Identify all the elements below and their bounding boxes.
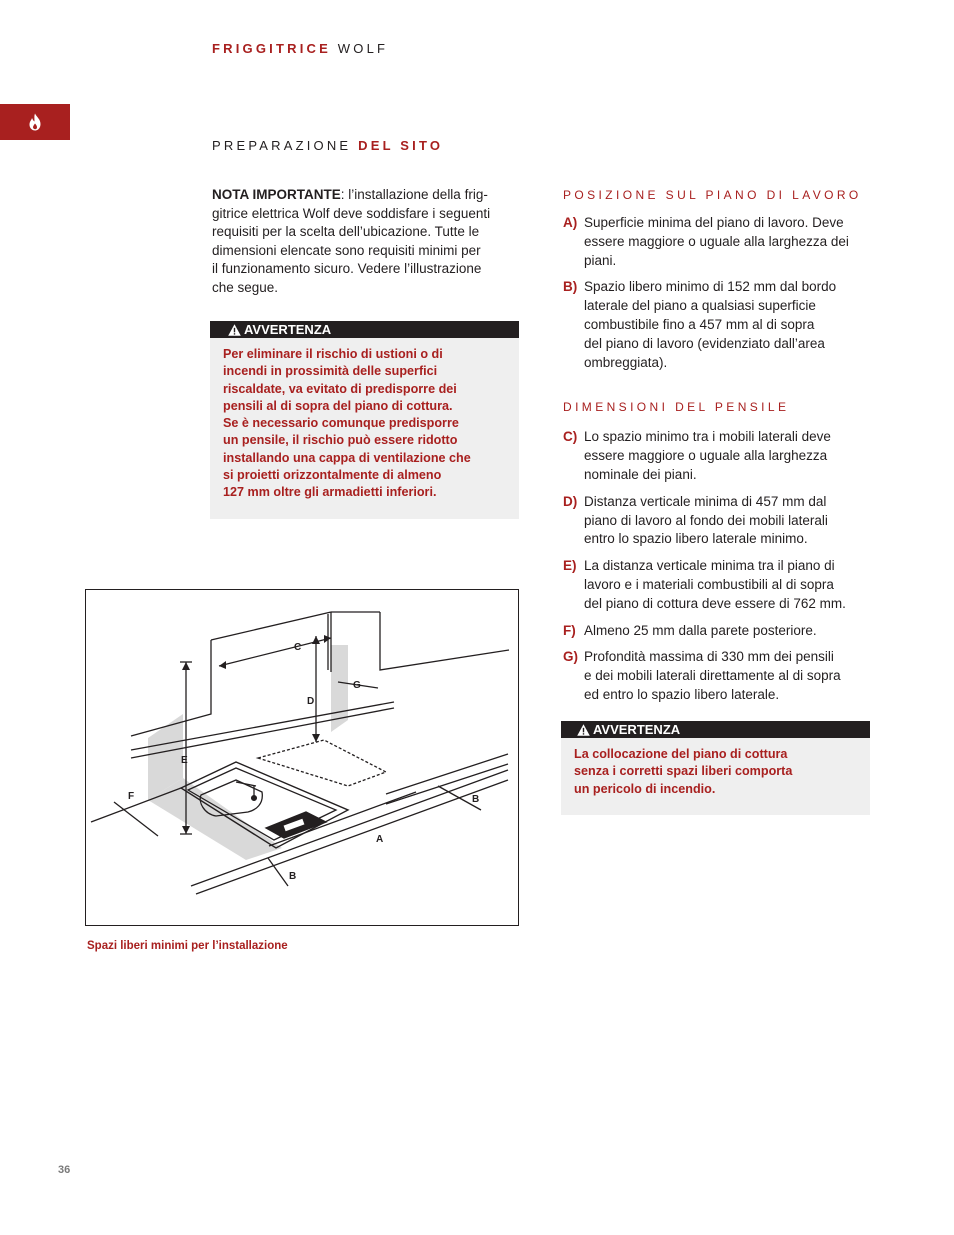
- warning-triangle-icon: [228, 324, 241, 336]
- label-d: D: [307, 696, 315, 707]
- requirements-column: [563, 186, 875, 705]
- section-title: [212, 138, 443, 153]
- intro-line-4: dimensioni elencate sono requisiti minimi per: [212, 242, 481, 258]
- clearance-illustration: [86, 590, 518, 925]
- label-c: C: [294, 642, 302, 653]
- item-d: D) Distanza verticale minima di 457 mm dal piano di lavoro al fondo dei mobili laterali entro lo spazio libero laterale minimo.: [563, 493, 828, 547]
- warning-header: [210, 321, 519, 338]
- intro-line-2: gitrice elettrica Wolf deve soddisfare i seguenti: [212, 205, 491, 221]
- label-e: E: [181, 755, 188, 766]
- warning-title: AVVERTENZA: [593, 722, 681, 737]
- header-brand: FRIGGITRICE: [212, 41, 331, 56]
- clearance-diagram: [85, 589, 519, 926]
- intro-line-5: il funzionamento sicuro. Vedere l’illustrazione: [212, 261, 482, 277]
- intro-line-1: NOTA IMPORTANTE: l’installazione della frig-: [212, 187, 488, 202]
- section-tab: [0, 104, 70, 140]
- left-upper-cabinet: [131, 640, 211, 736]
- flame-icon: [28, 113, 42, 131]
- label-g: G: [353, 680, 361, 691]
- label-b-right: B: [472, 794, 480, 805]
- cabinet-heading: DIMENSIONI DEL PENSILE: [563, 400, 790, 415]
- item-e: E) La distanza verticale minima tra il piano di lavoro e i materiali combustibili al di sopra del piano di cottura deve essere di 762 mm.: [563, 558, 846, 611]
- warning-box-1: [210, 321, 519, 519]
- warning-header: [561, 721, 870, 738]
- header-brand-rest: WOLF: [330, 41, 389, 56]
- item-f: F) Almeno 25 mm dalla parete posteriore.: [563, 622, 817, 638]
- warning-title: AVVERTENZA: [244, 322, 332, 337]
- item-c: C) Lo spazio minimo tra i mobili laterali deve essere maggiore o uguale alla larghezza nominale dei piani.: [563, 429, 831, 482]
- intro-line-6: che segue.: [212, 279, 279, 295]
- intro-paragraph: [212, 186, 524, 298]
- warning-triangle-icon: [577, 724, 590, 736]
- label-a: A: [376, 834, 384, 845]
- label-f: F: [128, 791, 135, 802]
- left-floor-shade: [148, 778, 282, 860]
- item-a: A) Superficie minima del piano di lavoro. Deve essere maggiore o uguale alla larghezza dei piani.: [563, 215, 849, 268]
- intro-bold: NOTA IMPORTANTE: [212, 187, 341, 202]
- section-title-part1: PREPARAZIONE: [212, 138, 359, 153]
- position-heading: POSIZIONE SUL PIANO DI LAVORO: [563, 188, 862, 202]
- page-number: 36: [58, 1164, 71, 1176]
- item-b: B) Spazio libero minimo di 152 mm dal bordo laterale del piano a qualsiasi superficie combustibile fino a 457 mm al di sopra del piano di lavoro (evidenziato dall’area ombreggiata).: [563, 279, 837, 370]
- section-title-part2: DEL SITO: [358, 138, 444, 153]
- intro-line-3: requisiti per la scelta dell’ubicazione. Tutte le: [212, 224, 480, 240]
- item-g: G) Profondità massima di 330 mm dei pensili e dei mobili laterali direttamente al di sopra ed entro lo spazio libero laterale.: [563, 649, 841, 702]
- warning-text: La collocazione del piano di cottura senza i corretti spazi liberi comporta un pericolo di incendio.: [574, 747, 793, 796]
- running-header: [212, 41, 388, 56]
- warning-text: Per eliminare il rischio di ustioni o di incendi in prossimità delle superfici riscaldate, va evitato di predisporre dei pensili al di sopra del piano di cottura. Se è necessario comunque predisporre un pensile, il rischio può essere ridotto installando una cappa di ventilazione che si proietti orizzontalmente di almeno 127 mm oltre gli armadietti inferiori.: [223, 347, 471, 500]
- figure-caption: Spazi liberi minimi per l’installazione: [87, 940, 288, 952]
- warning-box-2: [561, 721, 870, 815]
- label-b-left: B: [289, 871, 297, 882]
